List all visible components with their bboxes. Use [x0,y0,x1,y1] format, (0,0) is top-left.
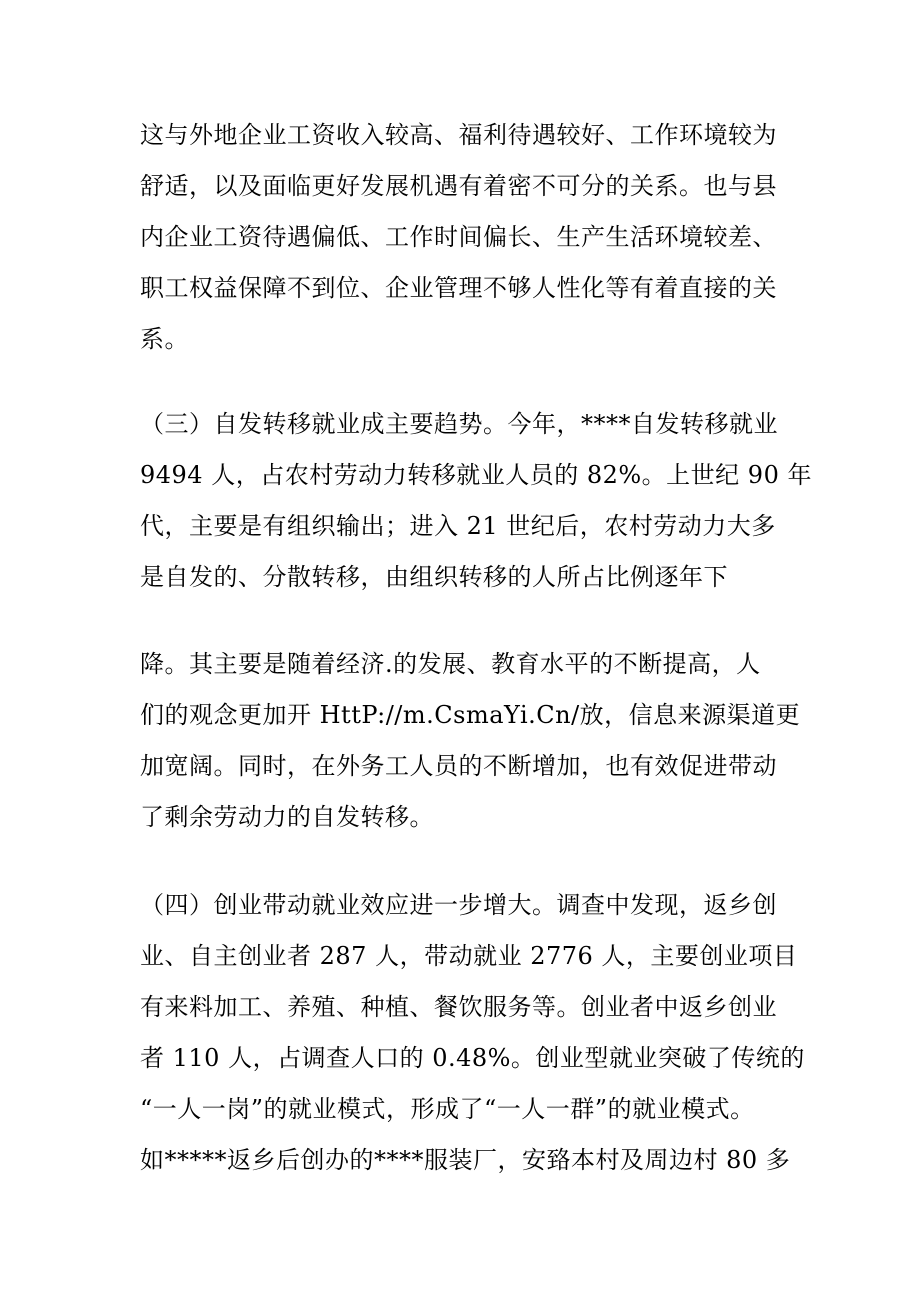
text-line: 这与外地企业工资收入较高、福利待遇较好、工作环境较为 [140,121,777,149]
text-line: 降。其主要是随着经济.的发展、教育水平的不断提高，人 [140,650,761,678]
paragraph-section-3 [140,399,812,603]
text-line: （四）创业带动就业效应进一步增大。调查中发现，返乡创 [140,891,777,919]
text-line: 们的观念更加开 HttP://m.CsmaYi.Cn/放，信息来源渠道更 [140,701,801,729]
text-line: 者 110 人，占调查人口的 0.48%。创业型就业突破了传统的 [140,1044,805,1072]
text-line: （三）自发转移就业成主要趋势。今年，****自发转移就业 [140,410,778,438]
text-line: 有来料加工、养殖、种植、餐饮服务等。创业者中返乡创业 [140,993,777,1021]
text-line: 职工权益保障不到位、企业管理不够人性化等有着直接的关 [140,274,777,302]
text-line: 是自发的、分散转移，由组织转移的人所占比例逐年下 [140,563,728,591]
text-line: 如*****返乡后创办的****服装厂，安臵本村及周边村 80 多 [140,1146,791,1174]
paragraph-wage-comparison [140,110,800,365]
text-line: 了剩余劳动力的自发转移。 [140,803,434,831]
paragraph-section-4 [140,880,805,1186]
text-line: 系。 [140,325,189,353]
text-line: “一人一岗”的就业模式，形成了“一人一群”的就业模式。 [140,1095,755,1123]
text-line: 代，主要是有组织输出；进入 21 世纪后，农村劳动力大多 [140,512,776,540]
text-line: 加宽阔。同时，在外务工人员的不断增加，也有效促进带动 [140,752,777,780]
text-line: 舒适，以及面临更好发展机遇有着密不可分的关系。也与县 [140,172,777,200]
text-line: 内企业工资待遇偏低、工作时间偏长、生产生活环境较差、 [140,223,777,251]
text-line: 业、自主创业者 287 人，带动就业 2776 人，主要创业项目 [140,942,798,970]
paragraph-section-3-continued [140,639,800,843]
text-line: 9494 人，占农村劳动力转移就业人员的 82%。上世纪 90 年 [140,461,812,489]
